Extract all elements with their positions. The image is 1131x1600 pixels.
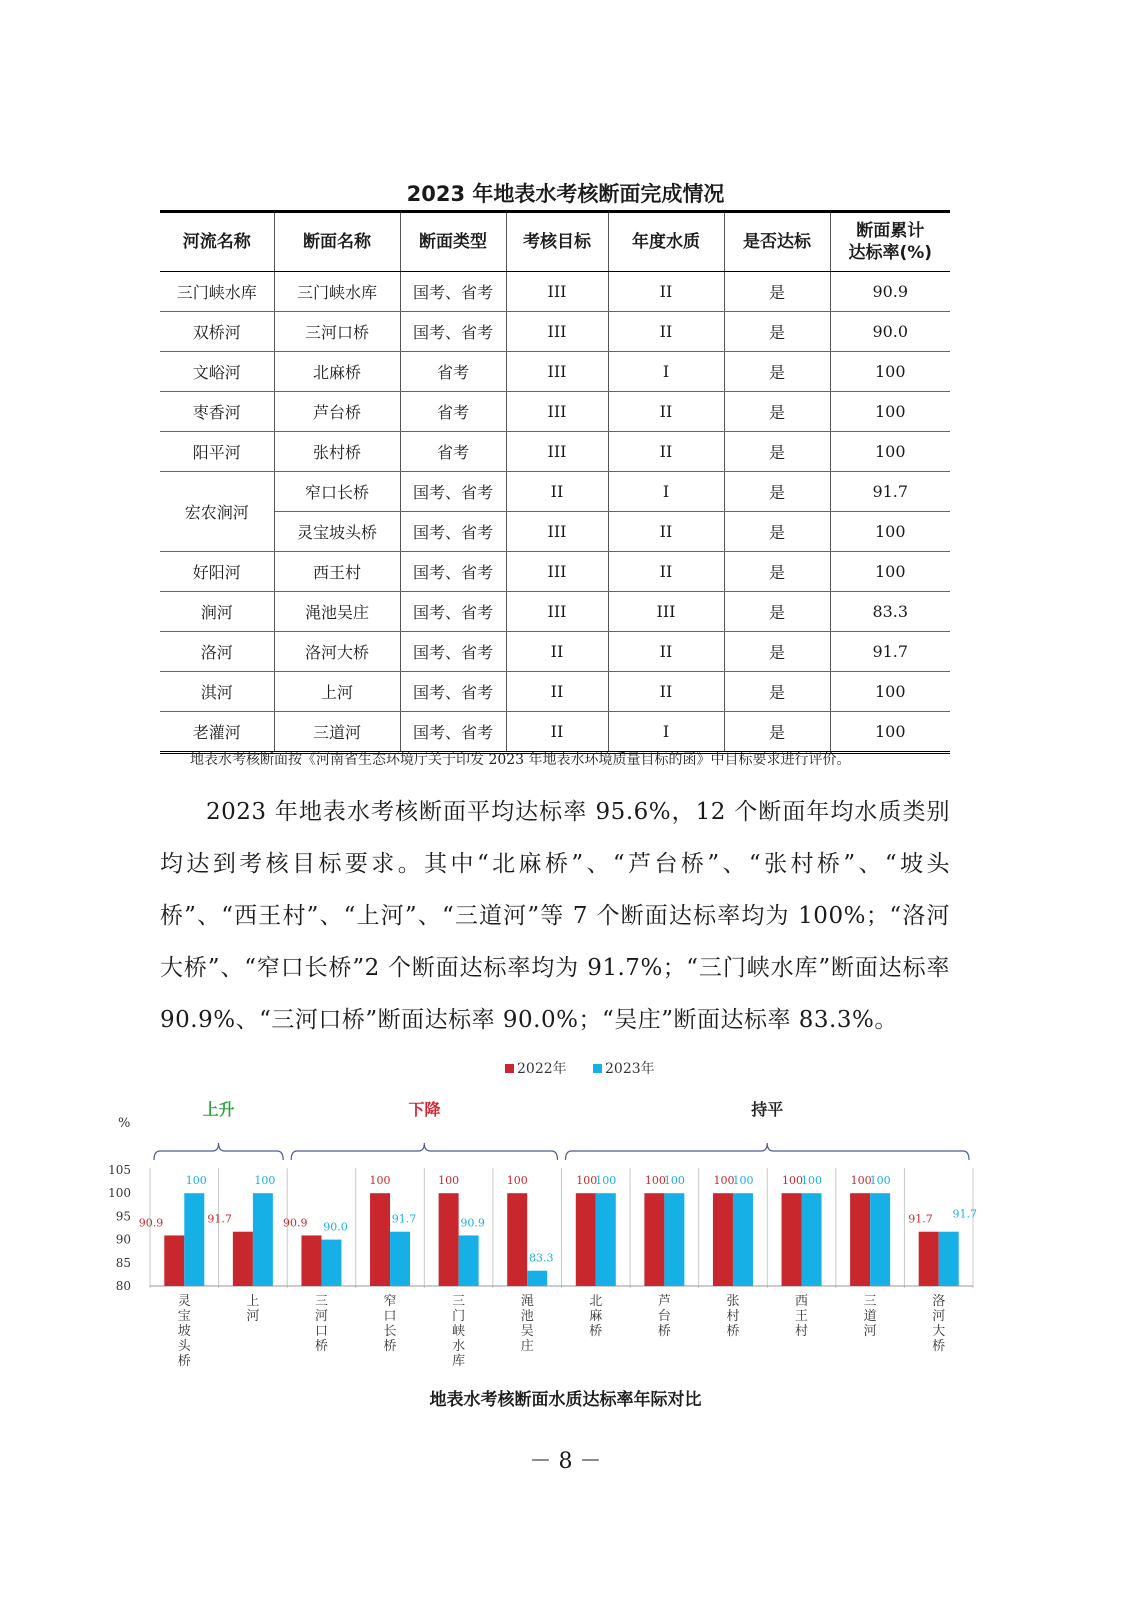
- assessment-table: [160, 210, 950, 754]
- bar-2022: [233, 1232, 253, 1286]
- data-label: 100: [732, 1174, 754, 1188]
- table-cell: 100: [830, 432, 950, 472]
- table-cell: III: [506, 512, 608, 552]
- table-cell: 91.7: [830, 472, 950, 512]
- category-label-char: 芦: [657, 1294, 671, 1309]
- data-label: 100: [713, 1174, 735, 1188]
- category-label-char: 门: [452, 1309, 466, 1324]
- data-label: 100: [663, 1174, 685, 1188]
- table-cell: 三门峡水库: [160, 272, 274, 312]
- category-label-char: 坡: [177, 1324, 191, 1339]
- table-row: [160, 552, 950, 592]
- data-label: 100: [801, 1174, 823, 1188]
- header-target: 考核目标: [506, 212, 608, 272]
- group-brace: [566, 1143, 970, 1160]
- bar-2022: [713, 1193, 733, 1286]
- bar-2022: [850, 1193, 870, 1286]
- table-cell: II: [608, 272, 724, 312]
- bar-2023: [733, 1193, 753, 1286]
- table-cell: 省考: [400, 352, 506, 392]
- table-cell: II: [506, 632, 608, 672]
- group-label: 上升: [202, 1100, 235, 1119]
- table-title: 2023 年地表水考核断面完成情况: [406, 182, 725, 206]
- table-cell: 90.9: [830, 272, 950, 312]
- category-label-char: 桥: [589, 1324, 603, 1339]
- category-label-char: 桥: [314, 1339, 328, 1354]
- category-label-char: 头: [177, 1339, 191, 1354]
- table-cell: 北麻桥: [274, 352, 400, 392]
- table-note: 地表水考核断面按《河南省生态环境厅关于印发 2023 年地表水环境质量目标的函》中目标要求进行评价。: [190, 752, 851, 768]
- table-cell: 是: [724, 712, 830, 753]
- summary-text: 2023 年地表水考核断面平均达标率 95.6%，12 个断面年均水质类别均达到考核目标要求。其中“北麻桥”、“芦台桥”、“张村桥”、“坡头桥”、“西王村”、“上河”、“三道河”等 7 个断面达标率均为 100%；“洛河大桥”、“窄口长桥”2 个断面达标率均为 91.7%；“三门峡水库”断面达标率 90.9%、“三河口桥”断面达标率 90.0%；“吴庄”断面达标率 83.3%。: [160, 799, 950, 1033]
- group-label: 持平: [751, 1100, 784, 1119]
- table-row: [160, 472, 950, 512]
- table-cell: III: [506, 352, 608, 392]
- category-label-char: 河: [932, 1309, 946, 1324]
- table-cell: I: [608, 472, 724, 512]
- data-label: 91.7: [952, 1207, 977, 1221]
- y-tick-label: 85: [115, 1255, 131, 1270]
- category-label-char: 麻: [589, 1309, 603, 1324]
- page-number: － 8 －: [529, 1449, 602, 1474]
- table-row: [160, 712, 950, 753]
- table-row: [160, 272, 950, 312]
- table-cell: 芦台桥: [274, 392, 400, 432]
- table-cell: II: [608, 672, 724, 712]
- table-cell: 是: [724, 552, 830, 592]
- y-tick-label: 100: [108, 1186, 131, 1201]
- category-label-char: 三: [863, 1294, 877, 1309]
- table-cell: II: [506, 712, 608, 753]
- category-label-char: 村: [726, 1309, 740, 1324]
- table-cell: 上河: [274, 672, 400, 712]
- table-cell: 国考、省考: [400, 552, 506, 592]
- category-label-char: 窄: [383, 1294, 397, 1309]
- table-row: [160, 512, 950, 552]
- table-cell: II: [506, 472, 608, 512]
- header-section: 断面名称: [274, 212, 400, 272]
- table-cell: 张村桥: [274, 432, 400, 472]
- category-label-char: 河: [314, 1309, 328, 1324]
- table-cell: I: [608, 712, 724, 753]
- table-cell: III: [506, 272, 608, 312]
- category-label-char: 桥: [932, 1339, 946, 1354]
- category-label-char: 池: [520, 1309, 534, 1324]
- category-label-char: 吴: [520, 1324, 534, 1339]
- data-label: 100: [369, 1174, 391, 1188]
- category-label-char: 河: [863, 1324, 877, 1339]
- category-label-char: 桥: [177, 1354, 191, 1369]
- table-cell: 双桥河: [160, 312, 274, 352]
- bar-2023: [664, 1193, 684, 1286]
- table-row: [160, 592, 950, 632]
- table-cell: 阳平河: [160, 432, 274, 472]
- group-brace: [291, 1143, 557, 1160]
- table-cell: 好阳河: [160, 552, 274, 592]
- table-cell: II: [608, 552, 724, 592]
- category-label-char: 庄: [520, 1339, 534, 1354]
- bar-2022: [507, 1193, 527, 1286]
- table-cell: I: [608, 352, 724, 392]
- data-label: 83.3: [528, 1251, 554, 1265]
- header-river: 河流名称: [160, 212, 274, 272]
- data-label: 90.9: [460, 1216, 485, 1230]
- y-axis-unit: %: [118, 1116, 131, 1131]
- data-label: 100: [644, 1174, 666, 1188]
- data-label: 100: [254, 1174, 276, 1188]
- table-cell: II: [608, 432, 724, 472]
- category-label-char: 台: [657, 1309, 671, 1324]
- compliance-bar-chart: [100, 1052, 1000, 1382]
- category-label-char: 洛: [932, 1294, 946, 1309]
- group-brace: [154, 1143, 283, 1160]
- table-cell: 三门峡水库: [274, 272, 400, 312]
- y-tick-label: 95: [115, 1209, 131, 1224]
- data-label: 91.7: [207, 1212, 232, 1226]
- bar-2023: [596, 1193, 616, 1286]
- category-label-char: 河: [246, 1309, 260, 1324]
- bar-2022: [782, 1193, 802, 1286]
- header-compliant: 是否达标: [724, 212, 830, 272]
- bar-2022: [301, 1235, 321, 1286]
- group-label: 下降: [408, 1100, 441, 1119]
- table-cell: 是: [724, 592, 830, 632]
- table-cell: 国考、省考: [400, 312, 506, 352]
- legend-swatch: [593, 1064, 602, 1073]
- bar-2022: [576, 1193, 596, 1286]
- table-cell: III: [506, 432, 608, 472]
- data-label: 91.7: [391, 1212, 417, 1226]
- table-cell: 三道河: [274, 712, 400, 753]
- table-cell: 100: [830, 392, 950, 432]
- table-cell: 枣香河: [160, 392, 274, 432]
- bar-2023: [939, 1232, 959, 1286]
- table-cell: 是: [724, 672, 830, 712]
- bar-2022: [919, 1232, 939, 1286]
- category-label-char: 口: [383, 1309, 397, 1324]
- table-cell: 洛河: [160, 632, 274, 672]
- table-cell: 国考、省考: [400, 672, 506, 712]
- data-label: 90.0: [323, 1220, 348, 1234]
- data-label: 100: [506, 1174, 528, 1188]
- table-cell: 是: [724, 312, 830, 352]
- bar-2022: [370, 1193, 390, 1286]
- table-cell: 是: [724, 472, 830, 512]
- table-cell: 100: [830, 712, 950, 753]
- category-label-char: 王: [795, 1309, 809, 1324]
- table-cell: 国考、省考: [400, 632, 506, 672]
- category-label-char: 库: [452, 1354, 466, 1369]
- table-cell: 100: [830, 552, 950, 592]
- table-cell: 国考、省考: [400, 712, 506, 753]
- table-cell: 洛河大桥: [274, 632, 400, 672]
- header-quality: 年度水质: [608, 212, 724, 272]
- table-row: [160, 432, 950, 472]
- table-cell: 国考、省考: [400, 512, 506, 552]
- table-cell: 国考、省考: [400, 472, 506, 512]
- category-label-char: 桥: [657, 1324, 671, 1339]
- table-cell: 西王村: [274, 552, 400, 592]
- bar-2022: [164, 1235, 184, 1286]
- table-cell: 是: [724, 272, 830, 312]
- table-cell: 文峪河: [160, 352, 274, 392]
- category-label-char: 灵: [177, 1294, 191, 1309]
- table-cell: 省考: [400, 432, 506, 472]
- category-label-char: 西: [795, 1294, 809, 1309]
- summary-paragraph: [160, 786, 950, 1046]
- table-cell: 涧河: [160, 592, 274, 632]
- bar-2022: [644, 1193, 664, 1286]
- bar-2023: [321, 1240, 341, 1286]
- table-cell: 90.0: [830, 312, 950, 352]
- table-cell: II: [608, 312, 724, 352]
- bar-2023: [253, 1193, 273, 1286]
- table-cell: 是: [724, 432, 830, 472]
- table-cell: III: [506, 392, 608, 432]
- bar-2023: [184, 1193, 204, 1286]
- category-label-char: 大: [932, 1324, 946, 1339]
- table-cell: 100: [830, 352, 950, 392]
- bar-2023: [527, 1271, 547, 1286]
- y-tick-label: 80: [115, 1279, 131, 1293]
- category-label-char: 桥: [726, 1324, 740, 1339]
- table-row: [160, 392, 950, 432]
- table-row: [160, 312, 950, 352]
- category-label-char: 峡: [452, 1324, 466, 1339]
- table-cell: 83.3: [830, 592, 950, 632]
- data-label: 100: [185, 1174, 207, 1188]
- data-label: 91.7: [908, 1212, 933, 1226]
- table-cell: 91.7: [830, 632, 950, 672]
- table-cell: 灵宝坡头桥: [274, 512, 400, 552]
- table-cell: 省考: [400, 392, 506, 432]
- category-label-char: 村: [795, 1324, 809, 1339]
- table-cell: 窄口长桥: [274, 472, 400, 512]
- table-cell: 国考、省考: [400, 592, 506, 632]
- category-label-char: 渑: [520, 1294, 534, 1309]
- table-cell: 是: [724, 632, 830, 672]
- data-label: 100: [438, 1174, 460, 1188]
- table-header-row: [160, 212, 950, 272]
- table-row: [160, 352, 950, 392]
- category-label-char: 水: [452, 1339, 466, 1354]
- table-cell: 100: [830, 672, 950, 712]
- table-cell: III: [506, 552, 608, 592]
- table-cell: II: [608, 512, 724, 552]
- category-label-char: 道: [863, 1309, 877, 1324]
- bar-2023: [870, 1193, 890, 1286]
- table-cell: 淇河: [160, 672, 274, 712]
- category-label-char: 宝: [177, 1309, 191, 1324]
- header-rate: 断面累计 达标率(%): [830, 212, 950, 272]
- table-cell: II: [608, 392, 724, 432]
- category-label-char: 长: [383, 1324, 397, 1339]
- table-cell: III: [506, 592, 608, 632]
- table-cell: 是: [724, 392, 830, 432]
- table-cell: 渑池吴庄: [274, 592, 400, 632]
- bar-2023: [802, 1193, 822, 1286]
- table-cell: 三河口桥: [274, 312, 400, 352]
- bar-2022: [439, 1193, 459, 1286]
- data-label: 90.9: [138, 1216, 164, 1230]
- table-cell: 是: [724, 512, 830, 552]
- table-cell: III: [506, 312, 608, 352]
- legend-swatch: [505, 1064, 514, 1073]
- category-label-char: 三: [452, 1294, 466, 1309]
- table-cell: III: [608, 592, 724, 632]
- bar-2023: [390, 1232, 410, 1286]
- data-label: 100: [595, 1174, 617, 1188]
- category-label-char: 桥: [383, 1339, 397, 1354]
- table-cell: 是: [724, 352, 830, 392]
- category-label-char: 北: [589, 1294, 603, 1309]
- data-label: 100: [782, 1174, 804, 1188]
- table-cell: 宏农涧河: [160, 472, 274, 552]
- legend-label: 2023年: [605, 1061, 655, 1077]
- bar-2023: [459, 1235, 479, 1286]
- legend-label: 2022年: [517, 1061, 567, 1077]
- category-label-char: 口: [314, 1324, 328, 1339]
- table-cell: 老灌河: [160, 712, 274, 753]
- header-type: 断面类型: [400, 212, 506, 272]
- category-label-char: 上: [246, 1294, 260, 1309]
- y-tick-label: 90: [115, 1232, 131, 1247]
- table-row: [160, 632, 950, 672]
- data-label: 100: [576, 1174, 598, 1188]
- data-label: 90.9: [282, 1216, 308, 1230]
- category-label-char: 张: [726, 1294, 740, 1309]
- chart-title: 地表水考核断面水质达标率年际对比: [429, 1390, 702, 1410]
- table-row: [160, 672, 950, 712]
- category-label-char: 三: [314, 1294, 328, 1309]
- data-label: 100: [869, 1174, 891, 1188]
- table-cell: 100: [830, 512, 950, 552]
- table-cell: II: [608, 632, 724, 672]
- y-tick-label: 105: [108, 1163, 131, 1177]
- data-label: 100: [850, 1174, 872, 1188]
- table-cell: II: [506, 672, 608, 712]
- table-cell: 国考、省考: [400, 272, 506, 312]
